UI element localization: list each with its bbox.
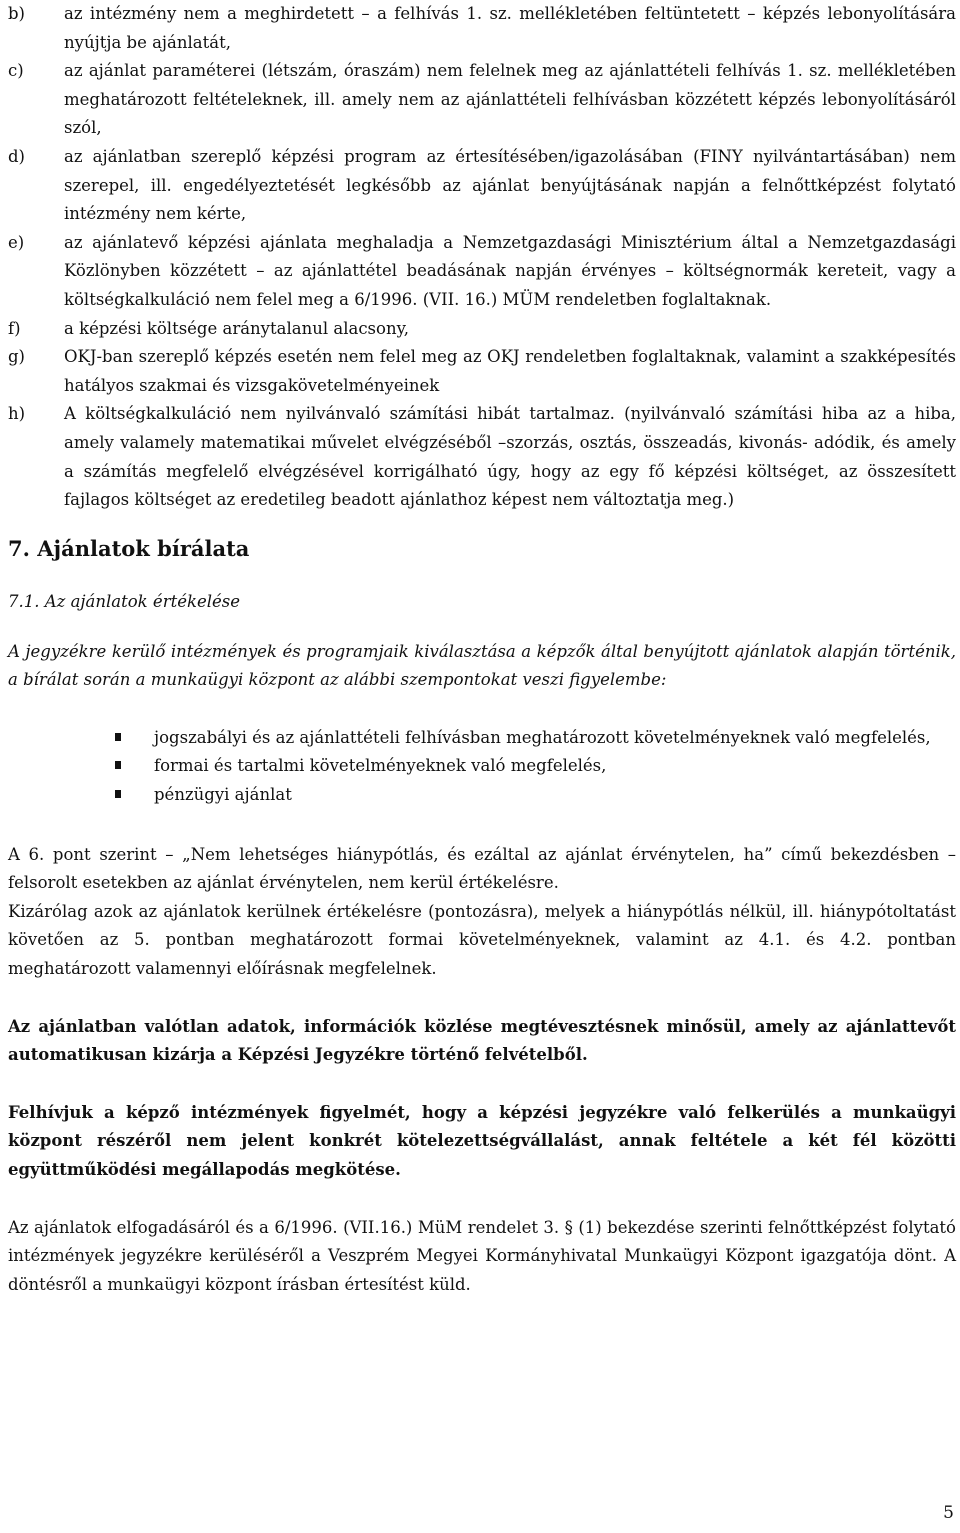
list-marker: f): [8, 318, 21, 338]
bullet-text: pénzügyi ajánlat: [154, 785, 292, 805]
evaluation-criteria-list: [8, 724, 956, 810]
paragraph-evaluation-scope: Kizárólag azok az ajánlatok kerülnek értékelésre (pontozásra), melyek a hiánypótlás nélkül, ill. hiánypótoltatást követően az 5. pontban meghatározott formai követelményeknek, valamint az 4.1. és 4.2. pontban meghatározott valamennyi előírásnak megfelelnek.: [8, 901, 956, 979]
list-text: az intézmény nem a meghirdetett – a felhívás 1. sz. mellékletében feltüntetett – képzés lebonyolítására nyújtja be ajánlatát,: [64, 4, 956, 52]
paragraph-no-commitment-notice: Felhívjuk a képző intézmények figyelmét, hogy a képzési jegyzékre való felkerülés a munkaügyi központ részéről nem jelent konkrét kötelezettségvállalást, annak feltétele a két fél közötti együttműködési megállapodás megkötése.: [8, 1102, 956, 1179]
square-bullet-icon: [8, 724, 154, 753]
subsection-title: 7.1. Az ajánlatok értékelése: [8, 591, 241, 611]
list-marker: e): [8, 232, 25, 252]
page-number: 5: [943, 1503, 954, 1523]
list-text: a képzési költsége aránytalanul alacsony,: [64, 318, 409, 338]
list-item: [8, 315, 956, 344]
list-item: [8, 143, 956, 229]
bullet-item: [8, 724, 956, 753]
list-text: az ajánlatban szereplő képzési program az értesítésében/igazolásában (FINY nyilvántartásában) nem szerepel, ill. engedélyeztetését legkésőbb az ajánlat benyújtásának napján a felnőttképzést folytató intézmény nem kérte,: [64, 146, 956, 224]
paragraph-invalid-offers: A 6. pont szerint – „Nem lehetséges hiánypótlás, és ezáltal az ajánlat érvénytelen, ha” című bekezdésben – felsorolt esetekben az ajánlat érvénytelen, nem kerül értékelésre.: [8, 844, 956, 893]
list-marker: g): [8, 347, 25, 367]
criteria-list: [8, 0, 956, 515]
paragraph-false-data-warning: Az ajánlatban valótlan adatok, információk közlése megtévesztésnek minősül, amely az ajánlattevőt automatikusan kizárja a Képzési Jegyzékre történő felvételből.: [8, 1016, 956, 1065]
bullet-text: formai és tartalmi követelményeknek való megfelelés,: [154, 756, 607, 776]
list-text: OKJ-ban szereplő képzés esetén nem felel meg az OKJ rendeletben foglaltaknak, valamint a szakképesítés hatályos szakmai és vizsgakövetelményeinek: [64, 347, 956, 395]
list-marker: b): [8, 4, 25, 23]
list-text: A költségkalkuláció nem nyilvánvaló számítási hibát tartalmaz. (nyilvánvaló számítási hiba az a hiba, amely valamely matematikai művelet elvégzéséből –szorzás, osztás, összeadás, kivonás- adódik, és amely a számítás megfelelő elvégzésével korrigálható úgy, hogy az egy fő képzési költséget, az összesített fajlagos költséget az eredetileg beadott ajánlathoz képest nem változtatja meg.): [64, 404, 956, 510]
document-page: [8, 0, 956, 1299]
list-item: [8, 0, 956, 57]
list-text: az ajánlatevő képzési ajánlata meghaladja a Nemzetgazdasági Minisztérium által a Nemzetgazdasági Közlönyben közzétett – az ajánlattétel beadásának napján érvényes – költségnormák kereteit, vagy a költségkalkuláció nem felel meg a 6/1996. (VII. 16.) MÜM rendeletben foglaltaknak.: [64, 232, 956, 309]
list-marker: d): [8, 146, 25, 166]
paragraph-decision: Az ajánlatok elfogadásáról és a 6/1996. (VII.16.) MüM rendelet 3. § (1) bekezdése szerinti felnőttképzést folytató intézmények jegyzékre kerüléséről a Veszprém Megyei Kormányhivatal Munkaügyi Központ igazgatója dönt. A döntésről a munkaügyi központ írásban értesítést küld.: [8, 1217, 956, 1294]
square-bullet-icon: [8, 781, 154, 810]
list-text: az ajánlat paraméterei (létszám, óraszám) nem felelnek meg az ajánlattételi felhívás 1. sz. mellékletében meghatározott feltételeknek, ill. amely nem az ajánlattételi felhívásban közzétett képzés lebonyolításáról szól,: [64, 61, 956, 138]
list-item: [8, 400, 956, 514]
list-item: [8, 229, 956, 315]
list-item: [8, 343, 956, 400]
section-title: 7. Ajánlatok bírálata: [8, 535, 250, 561]
list-marker: c): [8, 61, 24, 81]
list-marker: h): [8, 404, 26, 424]
square-bullet-icon: [8, 752, 154, 781]
bullet-item: [8, 752, 956, 781]
bullet-item: [8, 781, 956, 810]
list-item: [8, 57, 956, 143]
bullet-text: jogszabályi és az ajánlattételi felhívásban meghatározott követelményeknek való megfelelés,: [154, 727, 931, 747]
intro-paragraph: A jegyzékre kerülő intézmények és programjaik kiválasztása a képzők által benyújtott ajánlatok alapján történik, a bírálat során a munkaügyi központ az alábbi szempontokat veszi figyelembe:: [8, 641, 956, 690]
